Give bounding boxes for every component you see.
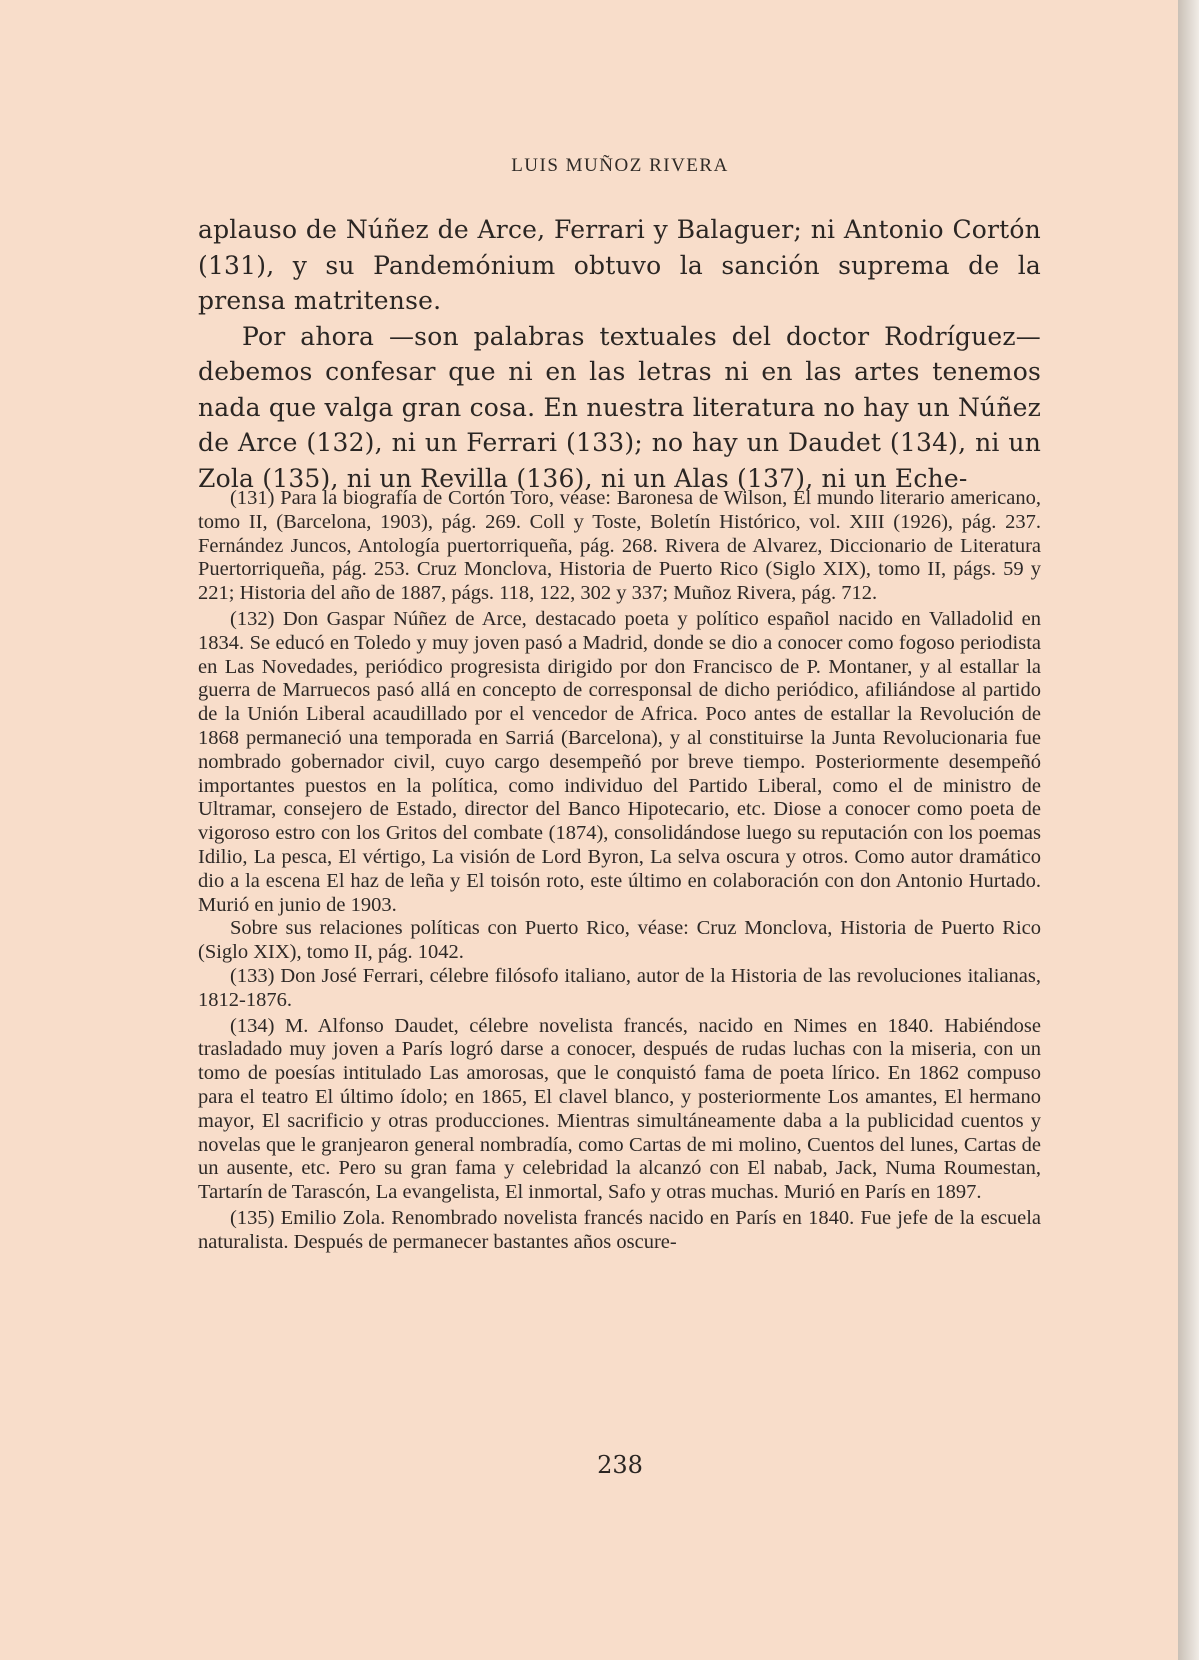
footnote-134: (134) M. Alfonso Daudet, célebre novelista francés, nacido en Nimes en 1840. Habiéndose trasladado muy joven a París logró darse a conocer, después de rudas luchas con la miseria, con un tomo de poesías intitulado Las amorosas, que le conquistó fama de poeta lírico. En 1862 compuso para el teatro El último ídolo; en 1865, El clavel blanco, y posteriormente Los amantes, El hermano mayor, El sacrificio y otras producciones. Mientras simultáneamente daba a la publicidad cuentos y novelas que le granjearon general nombradía, como Cartas de mi molino, Cuentos del lunes, Cartas de un ausente, etc. Pero su gran fama y celebridad la alcanzó con El nabab, Jack, Numa Roumestan, Tartarín de Tarascón, La evangelista, El inmortal, Safo y otras muchas. Murió en París en 1897. [198, 1014, 1041, 1204]
main-paragraph-2: Por ahora —son palabras textuales del doctor Rodríguez— debemos confesar que ni en las letras ni en las artes tenemos nada que valga gran cosa. En nuestra literatura no hay un Núñez de Arce (132), ni un Ferrari (133); no hay un Daudet (134), ni un Zola (135), ni un Revilla (136), ni un Alas (137), ni un Eche- [198, 321, 1041, 493]
page-number: 238 [597, 1451, 643, 1479]
main-paragraph-1: aplauso de Núñez de Arce, Ferrari y Balaguer; ni Antonio Cortón (131), y su Pandemónium obtuvo la sanción suprema de la prensa matritense. [198, 215, 1041, 315]
footnote-135: (135) Emilio Zola. Renombrado novelista francés nacido en París en 1840. Fue jefe de la escuela naturalista. Después de permanecer bastantes años oscure- [198, 1206, 1041, 1253]
footnote-132: (132) Don Gaspar Núñez de Arce, destacado poeta y político español nacido en Valladolid en 1834. Se educó en Toledo y muy joven pasó a Madrid, donde se dio a conocer como fogoso periodista en Las Novedades, periódico progresista dirigido por don Francisco de P. Montaner, y al estallar la guerra de Marruecos pasó allá en concepto de corresponsal de dicho periódico, afiliándose al partido de la Unión Liberal acaudillado por el vencedor de Africa. Poco antes de estallar la Revolución de 1868 permaneció una temporada en Sarriá (Barcelona), y al constituirse la Junta Revolucionaria fue nombrado gobernador civil, cuyo cargo desempeñó por breve tiempo. Posteriormente desempeñó importantes puestos en la política, como individuo del Partido Liberal, como el de ministro de Ultramar, consejero de Estado, director del Banco Hipotecario, etc. Diose a conocer como poeta de vigoroso estro con los Gritos del combate (1874), consolidándose luego su reputación con los poemas Idilio, La pesca, El vértigo, La visión de Lord Byron, La selva oscura y otros. Como autor dramático dio a la escena El haz de leña y El toisón roto, este último en colaboración con don Antonio Hurtado. Murió en junio de 1903. [198, 607, 1041, 916]
page-edge [1178, 0, 1199, 1660]
footnote-131: (131) Para la biografía de Cortón Toro, véase: Baronesa de Wilson, El mundo literario americano, tomo II, (Barcelona, 1903), pág. 269. Coll y Toste, Boletín Histórico, vol. XIII (1926), pág. 237. Fernández Juncos, Antología puertorriqueña, pág. 268. Rivera de Alvarez, Diccionario de Literatura Puertorriqueña, pág. 253. Cruz Monclova, Historia de Puerto Rico (Siglo XIX), tomo II, págs. 59 y 221; Historia del año de 1887, págs. 118, 122, 302 y 337; Muñoz Rivera, pág. 712. [198, 487, 1041, 605]
footnote-133: (133) Don José Ferrari, célebre filósofo italiano, autor de la Historia de las revoluciones italianas, 1812-1876. [198, 964, 1041, 1011]
footnotes [198, 487, 1041, 1255]
footnote-132-continued: Sobre sus relaciones políticas con Puerto Rico, véase: Cruz Monclova, Historia de Puerto Rico (Siglo XIX), tomo II, pág. 1042. [198, 917, 1041, 964]
running-head: LUIS MUÑOZ RIVERA [511, 155, 729, 176]
main-text [198, 212, 1041, 496]
